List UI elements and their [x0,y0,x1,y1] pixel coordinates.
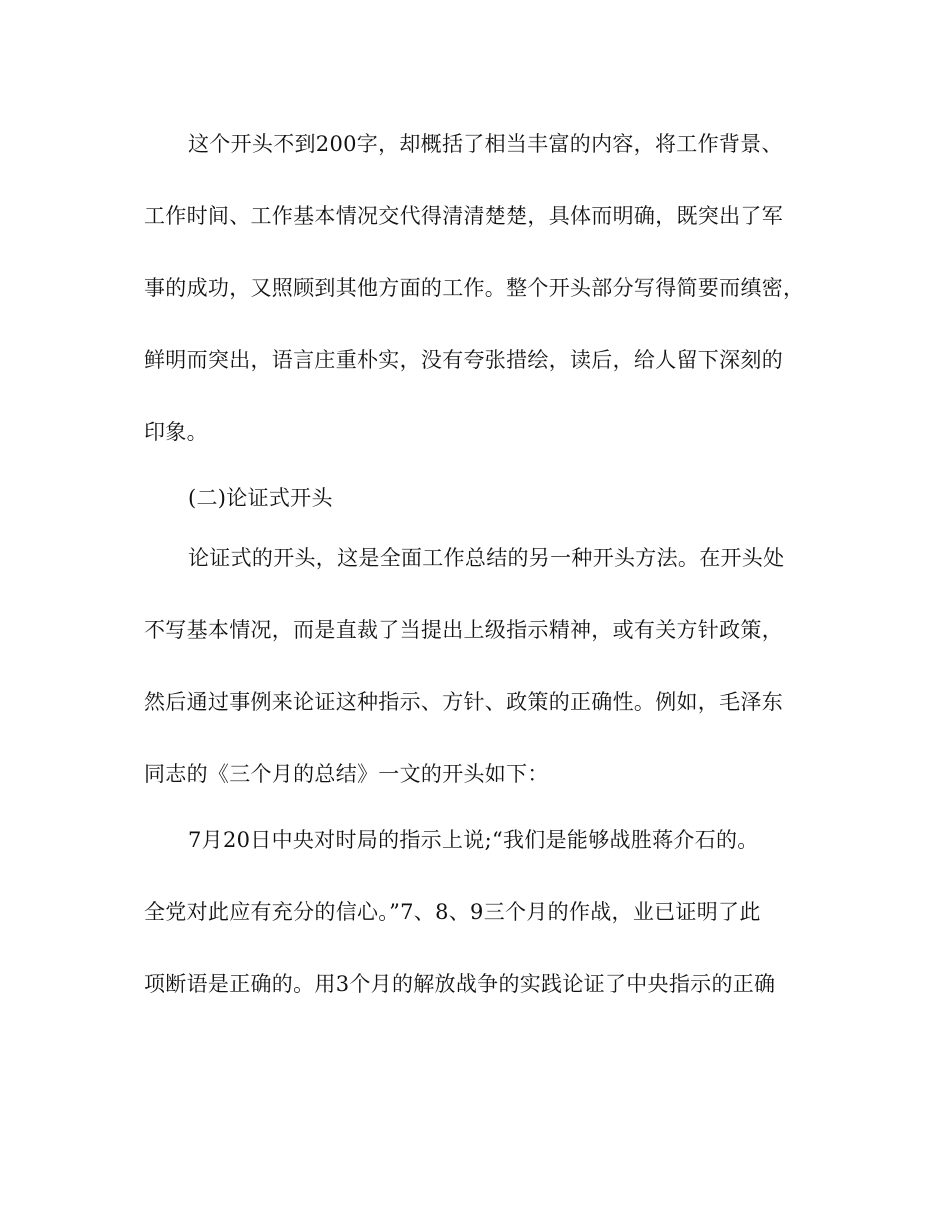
paragraph-3-line-2: 全党对此应有充分的信心。”7、8、9三个月的作战，业已证明了此 [144,900,761,924]
paragraph-1-line-3: 事的成功，又照顾到其他方面的工作。整个开头部分写得简要而缜密， [144,276,805,300]
paragraph-1-line-4: 鲜明而突出，语言庄重朴实，没有夸张措绘，读后，给人留下深刻的 [144,348,783,372]
paragraph-2-line-4: 同志的《三个月的总结》一文的开头如下： [144,762,549,786]
paragraph-2-line-2: 不写基本情况，而是直裁了当提出上级指示精神，或有关方针政策， [144,618,783,642]
paragraph-1-line-2: 工作时间、工作基本情况交代得清清楚楚，具体而明确，既突出了军 [144,204,783,228]
section-heading: (二)论证式开头 [188,486,333,510]
paragraph-1-line-1: 这个开头不到200字，却概括了相当丰富的内容，将工作背景、 [188,132,783,156]
paragraph-1-line-5: 印象。 [144,420,208,444]
paragraph-2-line-1: 论证式的开头，这是全面工作总结的另一种开头方法。在开头处 [188,546,785,570]
paragraph-2-line-3: 然后通过事例来论证这种指示、方针、政策的正确性。例如，毛泽东 [144,690,783,714]
paragraph-3-line-3: 项断语是正确的。用3个月的解放战争的实践论证了中央指示的正确 [144,972,776,996]
paragraph-3-line-1: 7月20日中央对时局的指示上说;“我们是能够战胜蒋介石的。 [188,828,759,852]
